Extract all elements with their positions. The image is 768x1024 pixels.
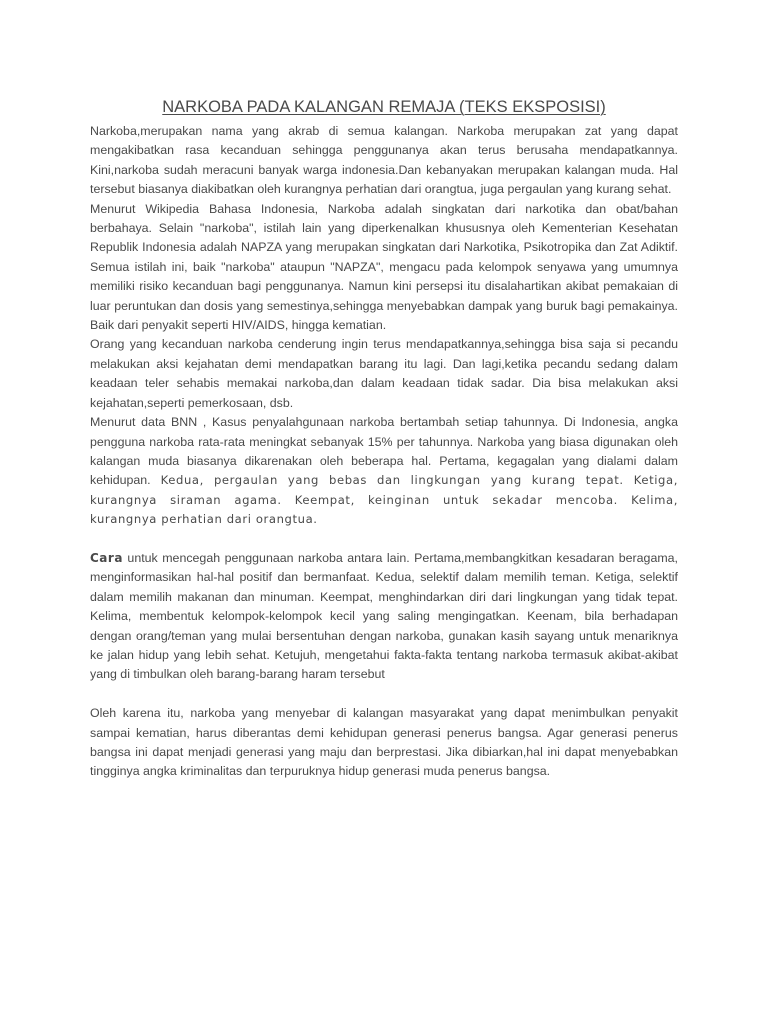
paragraph-intro: Narkoba,merupakan nama yang akrab di semua kalangan. Narkoba merupakan zat yang dapat mengakibatkan rasa kecanduan sehingga penggunanya akan terus berusaha mendapatkannya. Kini,narkoba sudah meracuni banyak warga indonesia.Dan kebanyakan merupakan kalangan muda. Hal tersebut biasanya diakibatkan oleh kurangnya perhatian dari orangtua, juga pergaulan yang kurang sehat. bbox=[90, 124, 678, 197]
paragraph-causes-tail: Kedua, pergaulan yang bebas dan lingkungan yang kurang tepat. Ketiga, kurangnya siraman agama. Keempat, keinginan untuk sekadar mencoba. Kelima, kurangnya perhatian dari orangtua. bbox=[90, 473, 678, 527]
paragraph-causes-main: Menurut data BNN , Kasus penyalahgunaan narkoba bertambah setiap tahunnya. Di Indonesia, angka pengguna narkoba rata-rata meningkat sebanyak 15% per tahunnya. Narkoba yang biasa digunakan oleh kalangan muda biasanya dikarenakan oleh beberapa hal. Pertama, kegagalan yang dialami dalam kehidupan. bbox=[90, 415, 678, 488]
paragraph-addiction-effects: Orang yang kecanduan narkoba cenderung ingin terus mendapatkannya,sehingga bisa saja si pecandu melakukan aksi kejahatan demi mendapatkan barang itu lagi. Dan lagi,ketika pecandu sedang dalam keadaan teler sehabis memakai narkoba,dan dalam keadaan tidak sadar. Dia bisa melakukan aksi kejahatan,seperti pemerkosaan, dsb. bbox=[90, 337, 678, 410]
paragraph-prevention-body: untuk mencegah penggunaan narkoba antara lain. Pertama,membangkitkan kesadaran beragama, menginformasikan hal-hal positif dan bermanfaat. Kedua, selektif dalam memilih teman. Ketiga, selektif dalam memilih makanan dan minuman. Keempat, menghindarkan diri dari lingkungan yang tidak tepat. Kelima, membentuk kelompok-kelompok kecil yang saling mengingatkan. Keenam, bila berhadapan dengan orang/teman yang mulai bersentuhan dengan narkoba, gunakan kasih sayang untuk menariknya ke jalan hidup yang lebih sehat. Ketujuh, mengetahui fakta-fakta tentang narkoba termasuk akibat-akibat yang di timbulkan oleh barang-barang haram tersebut bbox=[90, 550, 678, 682]
paragraph-prevention bbox=[90, 549, 678, 685]
paragraph-spacer bbox=[90, 530, 678, 549]
paragraph-causes bbox=[90, 413, 678, 529]
paragraph-prevention-lead: Cara bbox=[90, 550, 123, 565]
paragraph-conclusion: Oleh karena itu, narkoba yang menyebar di kalangan masyarakat yang dapat menimbulkan penyakit sampai kematian, harus diberantas demi kehidupan generasi penerus bangsa. Agar generasi penerus bangsa ini dapat menjadi generasi yang maju dan berprestasi. Jika dibiarkan,hal ini dapat menyebabkan tingginya angka kriminalitas dan terpuruknya hidup generasi muda penerus bangsa. bbox=[90, 706, 678, 779]
paragraph-spacer bbox=[90, 685, 678, 704]
paragraph-definition: Menurut Wikipedia Bahasa Indonesia, Narkoba adalah singkatan dari narkotika dan obat/bahan berbahaya. Selain "narkoba", istilah lain yang diperkenalkan khususnya oleh Kementerian Kesehatan Republik Indonesia adalah NAPZA yang merupakan singkatan dari Narkotika, Psikotropika dan Zat Adiktif. Semua istilah ini, baik "narkoba" ataupun "NAPZA", mengacu pada kelompok senyawa yang umumnya memiliki risiko kecanduan bagi penggunanya. Namun kini persepsi itu disalahartikan akibat pemakaian di luar peruntukan dan dosis yang semestinya,sehingga menyebabkan dampak yang buruk bagi pemakainya. Baik dari penyakit seperti HIV/AIDS, hingga kematian. bbox=[90, 201, 678, 333]
document-page bbox=[90, 96, 678, 782]
document-title: NARKOBA PADA KALANGAN REMAJA (TEKS EKSPOSISI) bbox=[162, 98, 606, 116]
